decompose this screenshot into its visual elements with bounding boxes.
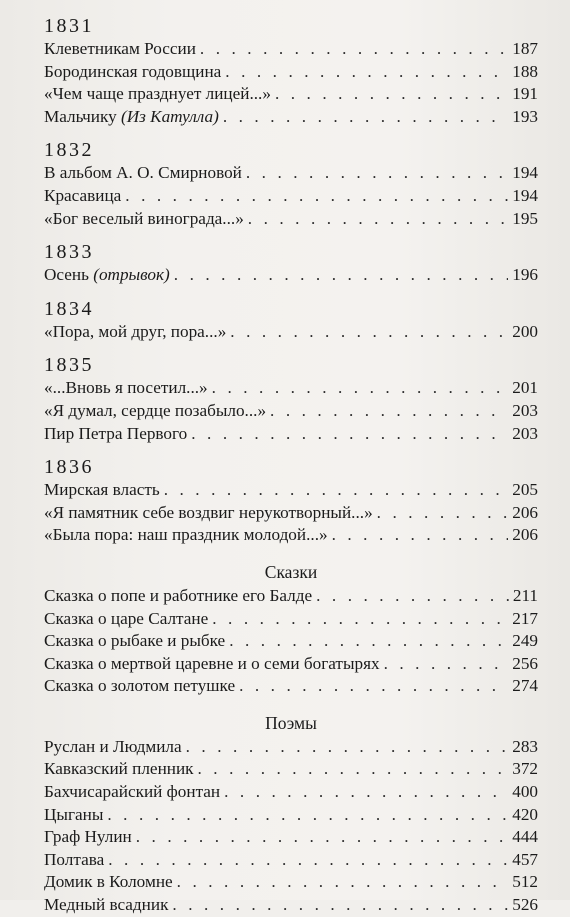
entry-page-number: 274 bbox=[512, 676, 538, 696]
entry-page-number: 400 bbox=[512, 782, 538, 802]
leader-dots bbox=[200, 38, 508, 61]
entry-page-number: 193 bbox=[512, 106, 538, 126]
toc-entry bbox=[44, 585, 538, 608]
toc-entry bbox=[44, 736, 538, 759]
entry-page-number: 203 bbox=[512, 400, 538, 420]
year-heading: 1832 bbox=[44, 139, 94, 162]
entry-title: Бородинская годовщина bbox=[44, 61, 222, 81]
entry-title: Цыганы bbox=[44, 804, 104, 824]
entry-page-number: 256 bbox=[512, 653, 538, 673]
entry-page-number: 457 bbox=[512, 849, 538, 869]
leader-dots bbox=[198, 758, 509, 781]
entry-title: Руслан и Людмила bbox=[44, 736, 182, 756]
toc-entry bbox=[44, 321, 538, 344]
entry-title-italic: (отрывок) bbox=[93, 265, 170, 285]
entry-title: Медный всадник bbox=[44, 895, 169, 915]
toc-entry bbox=[44, 894, 538, 917]
toc-entry bbox=[44, 630, 538, 653]
leader-dots bbox=[136, 826, 508, 849]
leader-dots bbox=[223, 106, 508, 129]
toc-entry bbox=[44, 162, 538, 185]
leader-dots bbox=[224, 781, 508, 804]
toc-entry bbox=[44, 826, 538, 849]
entry-page-number: 283 bbox=[512, 736, 538, 756]
toc-entry bbox=[44, 781, 538, 804]
toc-entry bbox=[44, 38, 538, 61]
entry-title: «...Вновь я посетил...» bbox=[44, 378, 208, 398]
year-heading: 1831 bbox=[44, 15, 94, 37]
leader-dots bbox=[230, 321, 508, 344]
toc-entry bbox=[44, 423, 538, 446]
entry-title: Кавказский пленник bbox=[44, 759, 194, 779]
entry-page-number: 206 bbox=[512, 502, 538, 522]
entry-title: Сказка о мертвой царевне и о семи богатырях bbox=[44, 653, 380, 673]
entry-title: Сказка о рыбаке и рыбке bbox=[44, 631, 226, 651]
leader-dots bbox=[186, 736, 509, 759]
leader-dots bbox=[212, 377, 509, 400]
entry-title: Мирская власть bbox=[44, 480, 160, 500]
entry-title: «Была пора: наш праздник молодой...» bbox=[44, 525, 328, 545]
leader-dots bbox=[377, 502, 509, 525]
year-heading: 1835 bbox=[44, 354, 94, 377]
section-heading-poems: Поэмы bbox=[265, 712, 317, 733]
entry-page-number: 200 bbox=[512, 321, 538, 341]
entry-title: Клеветникам России bbox=[44, 39, 196, 58]
leader-dots bbox=[212, 608, 508, 631]
leader-dots bbox=[316, 585, 509, 608]
leader-dots bbox=[270, 400, 508, 423]
leader-dots bbox=[164, 479, 509, 502]
toc-entry bbox=[44, 871, 538, 894]
entry-page-number: 201 bbox=[512, 378, 538, 398]
toc-entry bbox=[44, 524, 538, 547]
entry-title: Граф Нулин bbox=[44, 827, 132, 847]
entry-page-number: 512 bbox=[512, 872, 538, 892]
leader-dots bbox=[177, 871, 509, 894]
toc-entry bbox=[44, 106, 538, 129]
leader-dots bbox=[107, 804, 508, 827]
toc-entry bbox=[44, 675, 538, 698]
entry-page-number: 444 bbox=[512, 827, 538, 847]
leader-dots bbox=[239, 675, 508, 698]
entry-page-number: 249 bbox=[512, 631, 538, 651]
entry-title: Полтава bbox=[44, 849, 105, 869]
toc-entry bbox=[44, 400, 538, 423]
toc-entry bbox=[44, 653, 538, 676]
entry-page-number: 187 bbox=[512, 39, 538, 58]
entry-page-number: 217 bbox=[512, 608, 538, 628]
entry-page-number: 526 bbox=[512, 895, 538, 915]
entry-page-number: 195 bbox=[512, 208, 538, 228]
entry-title: «Пора, мой друг, пора...» bbox=[44, 321, 227, 341]
section-heading-tales: Сказки bbox=[264, 561, 318, 582]
leader-dots bbox=[125, 185, 508, 208]
leader-dots bbox=[384, 653, 509, 676]
toc-entry bbox=[44, 264, 538, 287]
entry-title: «Бог веселый винограда...» bbox=[44, 208, 244, 228]
leader-dots bbox=[248, 208, 508, 231]
toc-entry bbox=[44, 502, 538, 525]
leader-dots bbox=[191, 423, 508, 446]
entry-title: Сказка о попе и работнике его Балде bbox=[44, 585, 313, 605]
leader-dots bbox=[225, 61, 508, 84]
entry-page-number: 188 bbox=[512, 61, 538, 81]
entry-title: «Я памятник себе воздвиг нерукотворный...» bbox=[44, 502, 373, 522]
entry-title: Сказка о царе Салтане bbox=[44, 608, 209, 628]
leader-dots bbox=[172, 894, 508, 917]
leader-dots bbox=[108, 849, 508, 872]
entry-title: «Чем чаще празднует лицей...» bbox=[44, 84, 271, 104]
toc-entry bbox=[44, 185, 538, 208]
toc-entry bbox=[44, 83, 538, 106]
entry-title: Пир Петра Первого bbox=[44, 423, 188, 443]
entry-page-number: 206 bbox=[512, 525, 538, 545]
entry-title: Красавица bbox=[44, 185, 122, 205]
toc-entry bbox=[44, 479, 538, 502]
entry-title: Осень (отрывок) bbox=[44, 265, 170, 285]
entry-page-number: 194 bbox=[512, 185, 538, 205]
leader-dots bbox=[229, 630, 508, 653]
entry-page-number: 372 bbox=[512, 759, 538, 779]
entry-title: Домик в Коломне bbox=[44, 872, 173, 892]
entry-page-number: 205 bbox=[512, 480, 538, 500]
year-heading: 1833 bbox=[44, 241, 94, 264]
toc-entry bbox=[44, 208, 538, 231]
toc-entry bbox=[44, 758, 538, 781]
toc-entry bbox=[44, 377, 538, 400]
entry-page-number: 191 bbox=[512, 84, 538, 104]
entry-page-number: 211 bbox=[512, 585, 538, 605]
entry-page-number: 196 bbox=[512, 265, 538, 285]
toc-entry bbox=[44, 608, 538, 631]
entry-page-number: 420 bbox=[512, 804, 538, 824]
entry-title: «Я думал, сердце позабыло...» bbox=[44, 400, 267, 420]
entry-title: Мальчику (Из Катулла) bbox=[44, 106, 219, 126]
leader-dots bbox=[275, 83, 508, 106]
toc-entry bbox=[44, 61, 538, 84]
entry-title-italic: (Из Катулла) bbox=[121, 106, 219, 126]
toc-entry bbox=[44, 804, 538, 827]
leader-dots bbox=[246, 162, 508, 185]
entry-page-number: 203 bbox=[512, 423, 538, 443]
year-heading: 1834 bbox=[44, 297, 94, 320]
table-of-contents bbox=[44, 10, 538, 917]
leader-dots bbox=[174, 264, 508, 287]
toc-entry bbox=[44, 849, 538, 872]
entry-title: Бахчисарайский фонтан bbox=[44, 782, 221, 802]
entry-title: Сказка о золотом петушке bbox=[44, 676, 236, 696]
year-heading: 1836 bbox=[44, 456, 94, 479]
entry-title: В альбом А. О. Смирновой bbox=[44, 163, 242, 183]
leader-dots bbox=[332, 524, 509, 547]
entry-page-number: 194 bbox=[512, 163, 538, 183]
